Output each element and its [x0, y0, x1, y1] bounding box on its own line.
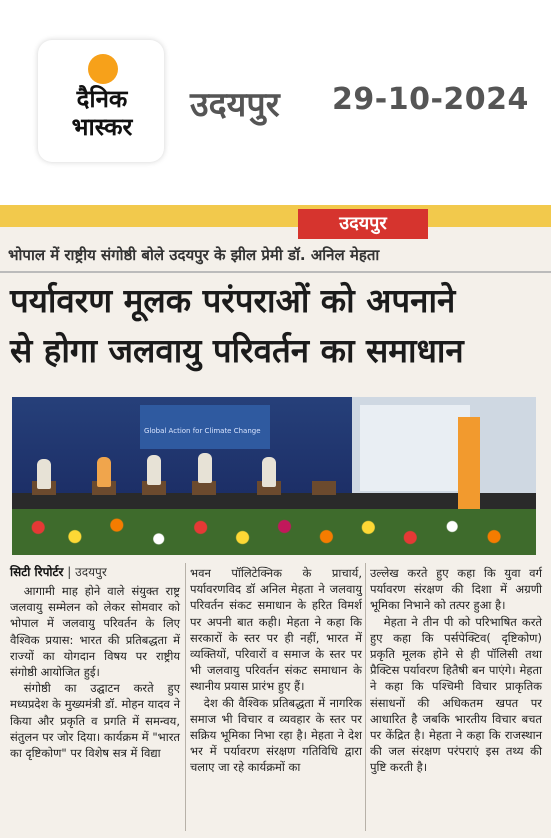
- paragraph: उल्लेख करते हुए कहा कि युवा वर्ग पर्यावरण संरक्षण की दिशा में अग्रणी भूमिका निभाने को तत्पर हुआ है।: [370, 566, 542, 613]
- kicker-line: भोपाल में राष्ट्रीय संगोष्ठी बोले उदयपुर के झील प्रेमी डॉ. अनिल मेहता: [8, 246, 380, 264]
- column-rule: [365, 563, 366, 831]
- divider: [0, 271, 551, 273]
- edition-city: उदयपुर: [190, 85, 280, 125]
- paragraph: आगामी माह होने वाले संयुक्त राष्ट्र जलवायु सम्मेलन को लेकर सोमवार को भोपाल में जलवायु परिवर्तन के लिए वैश्विक प्रयास: भारत की प्रतिबद्धता में राज्यों का योगदान विषय पर राष्ट्रीय संगोष्ठी आयोजित हुई।: [10, 584, 180, 680]
- panelist: [37, 459, 51, 489]
- stage-banner-text: Global Action for Climate Change: [144, 427, 261, 435]
- edition-date: 29-10-2024: [332, 82, 529, 117]
- headline-line-2: से होगा जलवायु परिवर्तन का समाधान: [10, 331, 464, 370]
- paragraph: मेहता ने तीन पी को परिभाषित करते हुए कहा कि पर्सपेक्टिव( दृष्टिकोण) प्रकृति मूलक होने से ही पॉलिसी तथा प्रैक्टिस पर्यावरण हितैषी बन पाएंगे। मेहता ने कहा कि पश्चिमी विचार प्राकृतिक संसाधनों की अधिकतम खपत पर आधारित है जबकि भारतीय विचार बचत पर केंद्रित है। मेहता ने कहा कि राजस्थान की जल संरक्षण परंपराएं इस तथ्य की पुष्टि करती है।: [370, 614, 542, 775]
- top-strip: [0, 205, 551, 227]
- paragraph: संगोष्ठी का उद्घाटन करते हुए मध्यप्रदेश के मुख्यमंत्री डॉ. मोहन यादव ने किया और प्रकृति व प्रगति में समन्वय, संतुलन पर जोर दिया। कार्यक्रम में "भारत का दृष्टिकोण" पर विशेष सत्र में विद्या: [10, 681, 180, 761]
- paragraph: भवन पॉलिटेक्निक के प्राचार्य, पर्यावरणविद डॉ अनिल मेहता ने जलवायु परिवर्तन संकट समाधान के हरित विमर्श पर अपनी बात कही। मेहता ने कहा कि सरकारों के स्तर पर ही नहीं, भारत में व्यक्तियों, परिवारों व समाज के स्तर पर भी जलवायु परिवर्तन संकट समाधान के स्थानीय प्रयास प्रारंभ हुए हैं।: [190, 566, 362, 694]
- news-clipping: [0, 205, 551, 838]
- logo-text-line2: भास्कर: [71, 113, 133, 141]
- panelist: [262, 457, 276, 487]
- logo-text-line1: दैनिक: [76, 85, 128, 113]
- chair: [312, 481, 336, 495]
- paragraph: देश की वैश्विक प्रतिबद्धता में नागरिक समाज भी विचार व व्यवहार के स्तर पर सक्रिय भूमिका निभा रहा है। मेहता ने देश भर में पर्यावरण संरक्षण गतिविधि द्वारा चलाए जा रहे कार्यक्रमों का: [190, 695, 362, 775]
- byline-reporter: सिटी रिपोर्टर: [10, 565, 64, 579]
- column-rule: [185, 563, 186, 831]
- chair: [192, 481, 216, 495]
- side-screen: [360, 405, 470, 491]
- dainik-bhaskar-logo: [38, 40, 164, 162]
- panelist: [147, 455, 161, 485]
- article-column-3: [370, 565, 542, 776]
- epaper-header: [0, 0, 551, 200]
- sun-icon: [88, 54, 118, 84]
- article-column-1: [10, 583, 180, 761]
- event-photo: [12, 397, 536, 555]
- headline-line-1: पर्यावरण मूलक परंपराओं को अपनाने: [10, 281, 456, 320]
- flower-decoration: [12, 509, 536, 555]
- byline: सिटी रिपोर्टर | उदयपुर: [10, 565, 107, 579]
- section-tag: उदयपुर: [298, 209, 428, 239]
- panelist: [97, 457, 111, 487]
- flower-pillar: [458, 417, 480, 513]
- panelist: [198, 453, 212, 483]
- article-column-2: [190, 565, 362, 776]
- byline-city: उदयपुर: [75, 565, 107, 579]
